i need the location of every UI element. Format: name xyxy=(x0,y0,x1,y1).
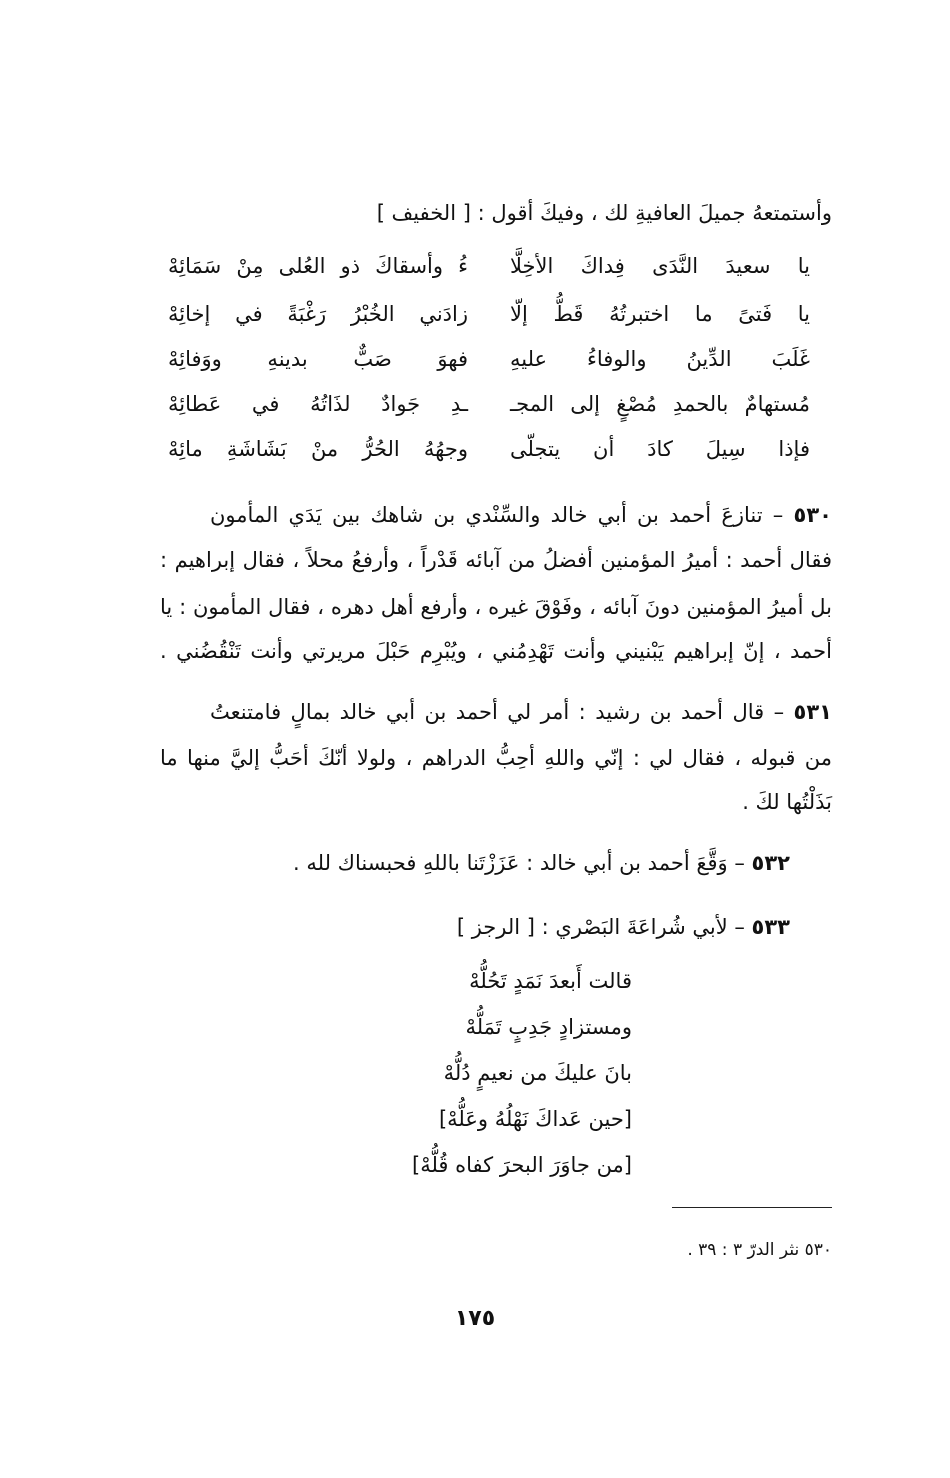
verse-row xyxy=(168,392,810,432)
paragraph-number: ٥٣٢ xyxy=(751,851,790,875)
verse-first-hemistich: فإذا سِيلَ كادَ أن يتجلّى xyxy=(510,437,810,461)
verse-row xyxy=(168,347,810,387)
paragraph-533 xyxy=(160,912,790,942)
intro-line: وأستمتعهُ جميلَ العافيةِ لك ، وفيكَ أقول : [ الخفيف ] xyxy=(376,201,832,225)
paragraph-530-line xyxy=(210,500,832,530)
verse-first-hemistich: يا فَتىً ما اختبرتُهُ قَطُّ إلّا xyxy=(510,302,810,326)
rajaz-line: بانَ عليكَ من نعيمٍ دُلُّهْ xyxy=(443,1061,632,1085)
footnote: ٥٣٠ نثر الدرّ ٣ : ٣٩ . xyxy=(687,1240,832,1260)
rajaz-line: [حين عَداكَ نَهْلُهُ وعَلُّهْ] xyxy=(438,1107,632,1131)
paragraph-number: ٥٣١ xyxy=(793,700,832,724)
verse-second-hemistich: ءُ وأسقاكَ ذو العُلى مِنْ سَمَائِهْ xyxy=(168,254,468,278)
paragraph-532 xyxy=(160,848,790,878)
footnote-divider xyxy=(672,1207,832,1208)
paragraph-530-line: فقال أحمد : أميرُ المؤمنين أفضلُ من آبائه قَدْراً ، وأرفعُ محلاً ، فقال إبراهيم : xyxy=(160,548,832,572)
verse-second-hemistich: زادَني الخُبْرُ رَغْبَةً في إخائِهْ xyxy=(168,302,468,326)
paragraph-text: – وَقَّعَ أحمد بن أبي خالد : عَزَزْتَنا باللهِ فحبسناك لله . xyxy=(293,851,745,875)
paragraph-number: ٥٣٣ xyxy=(751,915,790,939)
rajaz-line: ومستزادٍ جَدِبٍ تَمَلُّهْ xyxy=(465,1015,632,1039)
paragraph-text: – قال أحمد بن رشيد : أمر لي أحمد بن أبي خالد بمالٍ فامتنعتُ xyxy=(210,700,785,724)
paragraph-text: – لأبي شُراعَةَ البَصْري : [ الرجز ] xyxy=(456,915,745,939)
paragraph-530-line: بل أميرُ المؤمنين دونَ آبائه ، وفَوْقَ غيره ، وأرفع أهل دهره ، فقال المأمون : يا xyxy=(160,595,832,619)
rajaz-line: قالت أَبعدَ نَمَدٍ تَحُلُّهْ xyxy=(469,969,632,993)
paragraph-531-line: بَذَلْتُها لكَ . xyxy=(742,790,832,814)
verse-second-hemistich: وجهُهُ الحُرُّ منْ بَشَاشَةِ مائِهْ xyxy=(168,437,468,461)
verse-second-hemistich: ـدِ جَوادٌ لذَاتُهُ في عَطائِهْ xyxy=(168,392,468,416)
paragraph-number: ٥٣٠ xyxy=(793,503,832,527)
verse-row xyxy=(168,302,810,342)
page-number: ١٧٥ xyxy=(454,1306,496,1331)
verse-row xyxy=(168,254,810,294)
verse-first-hemistich: غَلَبَ الدِّينُ والوفاءُ عليهِ xyxy=(510,347,810,371)
paragraph-531-line xyxy=(210,697,832,727)
verse-row xyxy=(168,437,810,477)
paragraph-531-line: من قبوله ، فقال لي : إنّي واللهِ أحِبُّ الدراهم ، ولولا أنّكَ أحَبُّ إليَّ منها ما xyxy=(160,746,832,770)
paragraph-530-line: أحمد ، إنّ إبراهيم يَبْنيني وأنت تَهْدِمُني ، ويُبْرِم حَبْلَ مريرتي وأنت تَنْقُضُني . xyxy=(160,639,832,663)
verse-first-hemistich: مُستهامٌ بالحمدِ مُصْغٍ إلى المجـ xyxy=(510,392,810,416)
rajaz-line: [من جاوَرَ البحرَ كفاه قُلُّهْ] xyxy=(412,1153,632,1177)
verse-first-hemistich: يا سعيدَ النَّدَى فِداكَ الأخِلَّا xyxy=(510,254,810,278)
verse-second-hemistich: فهوَ صَبٌّ بدينهِ ووَفائِهْ xyxy=(168,347,468,371)
paragraph-text: – تنازعَ أحمد بن أبي خالد والسِّنْدي بن شاهك بين يَدَي المأمون xyxy=(210,503,784,527)
